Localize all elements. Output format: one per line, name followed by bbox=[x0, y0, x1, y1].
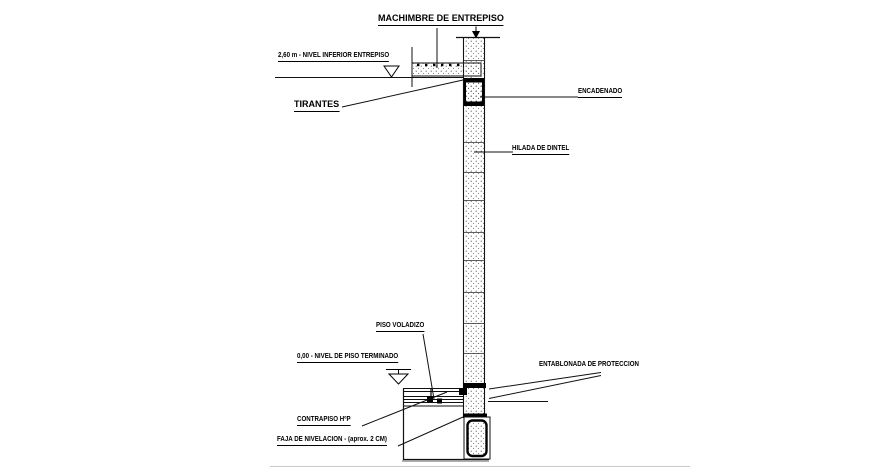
machimbre-slab bbox=[412, 63, 481, 76]
label-faja-nivelacion: FAJA DE NIVELACION - (aprox. 2 CM) bbox=[277, 436, 387, 446]
anchor-plank-right bbox=[463, 383, 486, 388]
wall-top-arrow-icon bbox=[473, 27, 479, 38]
foundation-beam bbox=[464, 417, 490, 459]
label-nivel-piso-terminado: 0,00 - NIVEL DE PISO TERMINADO bbox=[297, 353, 398, 363]
label-entablonada-proteccion: ENTABLONADA DE PROTECCION bbox=[539, 361, 639, 368]
piso-voladizo-leader bbox=[423, 334, 434, 399]
label-nivel-inferior-entrepiso: 2,60 m - NIVEL INFERIOR ENTREPISO bbox=[278, 52, 389, 62]
label-tirantes: TIRANTES bbox=[294, 100, 339, 112]
upper-leader-lines bbox=[342, 28, 578, 152]
tirantes-leader bbox=[342, 78, 472, 107]
label-piso-voladizo: PISO VOLADIZO bbox=[376, 322, 424, 332]
label-encadenado: ENCADENADO bbox=[578, 88, 622, 98]
contrapiso-leader bbox=[362, 392, 447, 426]
label-machimbre-entrepiso: MACHIMBRE DE ENTREPISO bbox=[378, 14, 504, 26]
label-hilada-de-dintel: HILADA DE DINTEL bbox=[512, 145, 569, 155]
label-contrapiso: CONTRAPISO HºP bbox=[297, 416, 351, 426]
encadenado-beam bbox=[465, 79, 483, 105]
level-marker-000-icon bbox=[386, 369, 411, 384]
anchor-plank-left bbox=[459, 388, 467, 395]
faja-leader bbox=[398, 417, 463, 446]
level-marker-260-icon bbox=[384, 66, 399, 77]
